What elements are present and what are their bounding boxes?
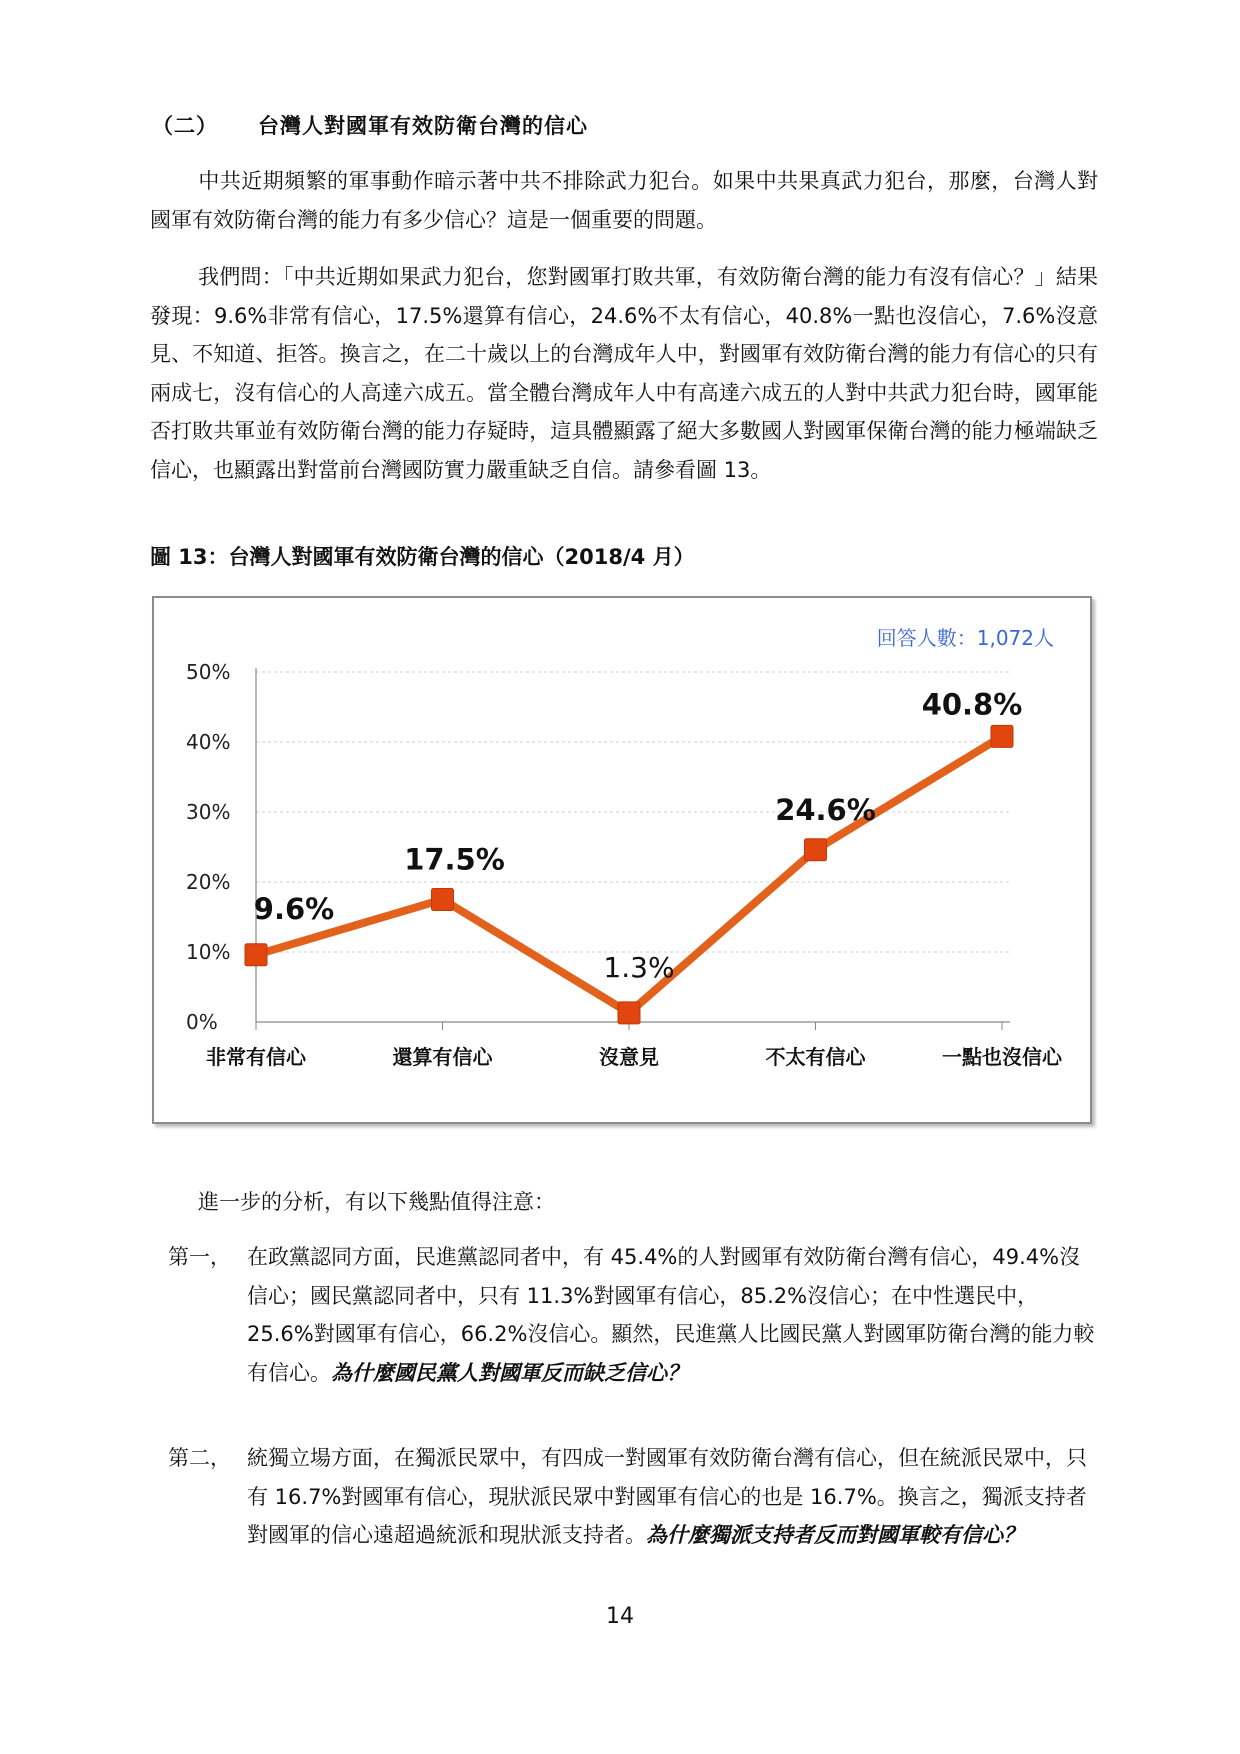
data-label: 9.6% xyxy=(253,891,335,926)
paragraph-results-text: 我們問：「中共近期如果武力犯台，您對國軍打敗共軍，有效防衛台灣的能力有沒有信心？」結果發現：9.6%非常有信心，17.5%還算有信心，24.6%不太有信心，40.8%一點也沒信心，7.6%沒意見、不知道、拒答。換言之，在二十歲以上的台灣成年人中，對國軍有效防衛台灣的能力有信心的只有兩成七，沒有信心的人高達六成五。當全體台灣成年人中有高達六成五的人對中共武力犯台時，國軍能否打敗共軍並有效防衛台灣的能力存疑時，這具體顯露了絕大多數國人對國軍保衛台灣的能力極端缺乏信心，也顯露出對當前台灣國防實力嚴重缺乏自信。請參看圖 13。 xyxy=(150,265,1098,482)
data-label: 1.3% xyxy=(603,950,675,984)
data-point-marker xyxy=(991,725,1013,747)
analysis-intro: 進一步的分析，有以下幾點值得注意： xyxy=(198,1190,555,1214)
chart-frame xyxy=(152,596,1092,1124)
x-tick-label: 還算有信心 xyxy=(392,1045,493,1069)
y-tick-label: 0% xyxy=(186,1010,218,1034)
page-number: 14 xyxy=(606,1604,634,1629)
y-tick-label: 40% xyxy=(186,730,231,754)
point-2-text: 統獨立場方面，在獨派民眾中，有四成一對國軍有效防衛台灣有信心，但在統派民眾中，只有 16.7%對國軍有信心，現狀派民眾中對國軍有信心的也是 16.7%。換言之，獨派支持者對國軍的信心遠超過統派和現狀派支持者。 xyxy=(247,1446,1087,1547)
section-heading xyxy=(152,110,588,140)
paragraph-intro xyxy=(150,162,1098,239)
paragraph-intro-text: 中共近期頻繁的軍事動作暗示著中共不排除武力犯台。如果中共果真武力犯台，那麼，台灣人對國軍有效防衛台灣的能力有多少信心？這是一個重要的問題。 xyxy=(150,169,1098,232)
data-point-marker xyxy=(245,944,267,966)
y-tick-label: 20% xyxy=(186,870,231,894)
x-tick-label: 一點也沒信心 xyxy=(942,1045,1062,1069)
data-label: 24.6% xyxy=(775,792,876,827)
paragraph-results xyxy=(150,258,1098,489)
respondent-count-annotation: 回答人數：1,072人 xyxy=(876,626,1054,650)
analysis-point-1 xyxy=(168,1238,1098,1392)
data-label: 40.8% xyxy=(921,687,1023,722)
x-tick-label: 非常有信心 xyxy=(206,1045,306,1069)
y-tick-label: 10% xyxy=(186,940,231,964)
point-1-question: 為什麼國民黨人對國軍反而缺乏信心？ xyxy=(331,1360,688,1385)
section-title: 台灣人對國軍有效防衛台灣的信心 xyxy=(258,114,588,138)
x-tick-label: 沒意見 xyxy=(599,1045,659,1069)
data-point-marker xyxy=(432,889,454,911)
data-label: 17.5% xyxy=(404,842,505,877)
line-chart xyxy=(154,598,1090,1122)
figure-title: 圖 13：台灣人對國軍有效防衛台灣的信心（2018/4 月） xyxy=(150,545,695,569)
data-point-marker xyxy=(805,839,827,861)
data-point-marker xyxy=(618,1002,640,1024)
point-2-lead: 第二， xyxy=(168,1446,231,1470)
y-tick-label: 50% xyxy=(186,660,231,684)
x-tick-label: 不太有信心 xyxy=(765,1045,866,1069)
point-2-question: 為什麼獨派支持者反而對國軍較有信心？ xyxy=(646,1523,1024,1547)
y-tick-label: 30% xyxy=(186,800,231,824)
point-1-text: 在政黨認同方面，民進黨認同者中，有 45.4%的人對國軍有效防衛台灣有信心，49.4%沒信心；國民黨認同者中，只有 11.3%對國軍有信心，85.2%沒信心；在中性選民中，25.6%對國軍有信心，66.2%沒信心。顯然，民進黨人比國民黨人對國軍防衛台灣的能力較有信心。 xyxy=(247,1245,1095,1385)
section-number: （二） xyxy=(152,114,218,138)
point-1-lead: 第一， xyxy=(168,1245,231,1269)
analysis-point-2 xyxy=(168,1439,1098,1555)
